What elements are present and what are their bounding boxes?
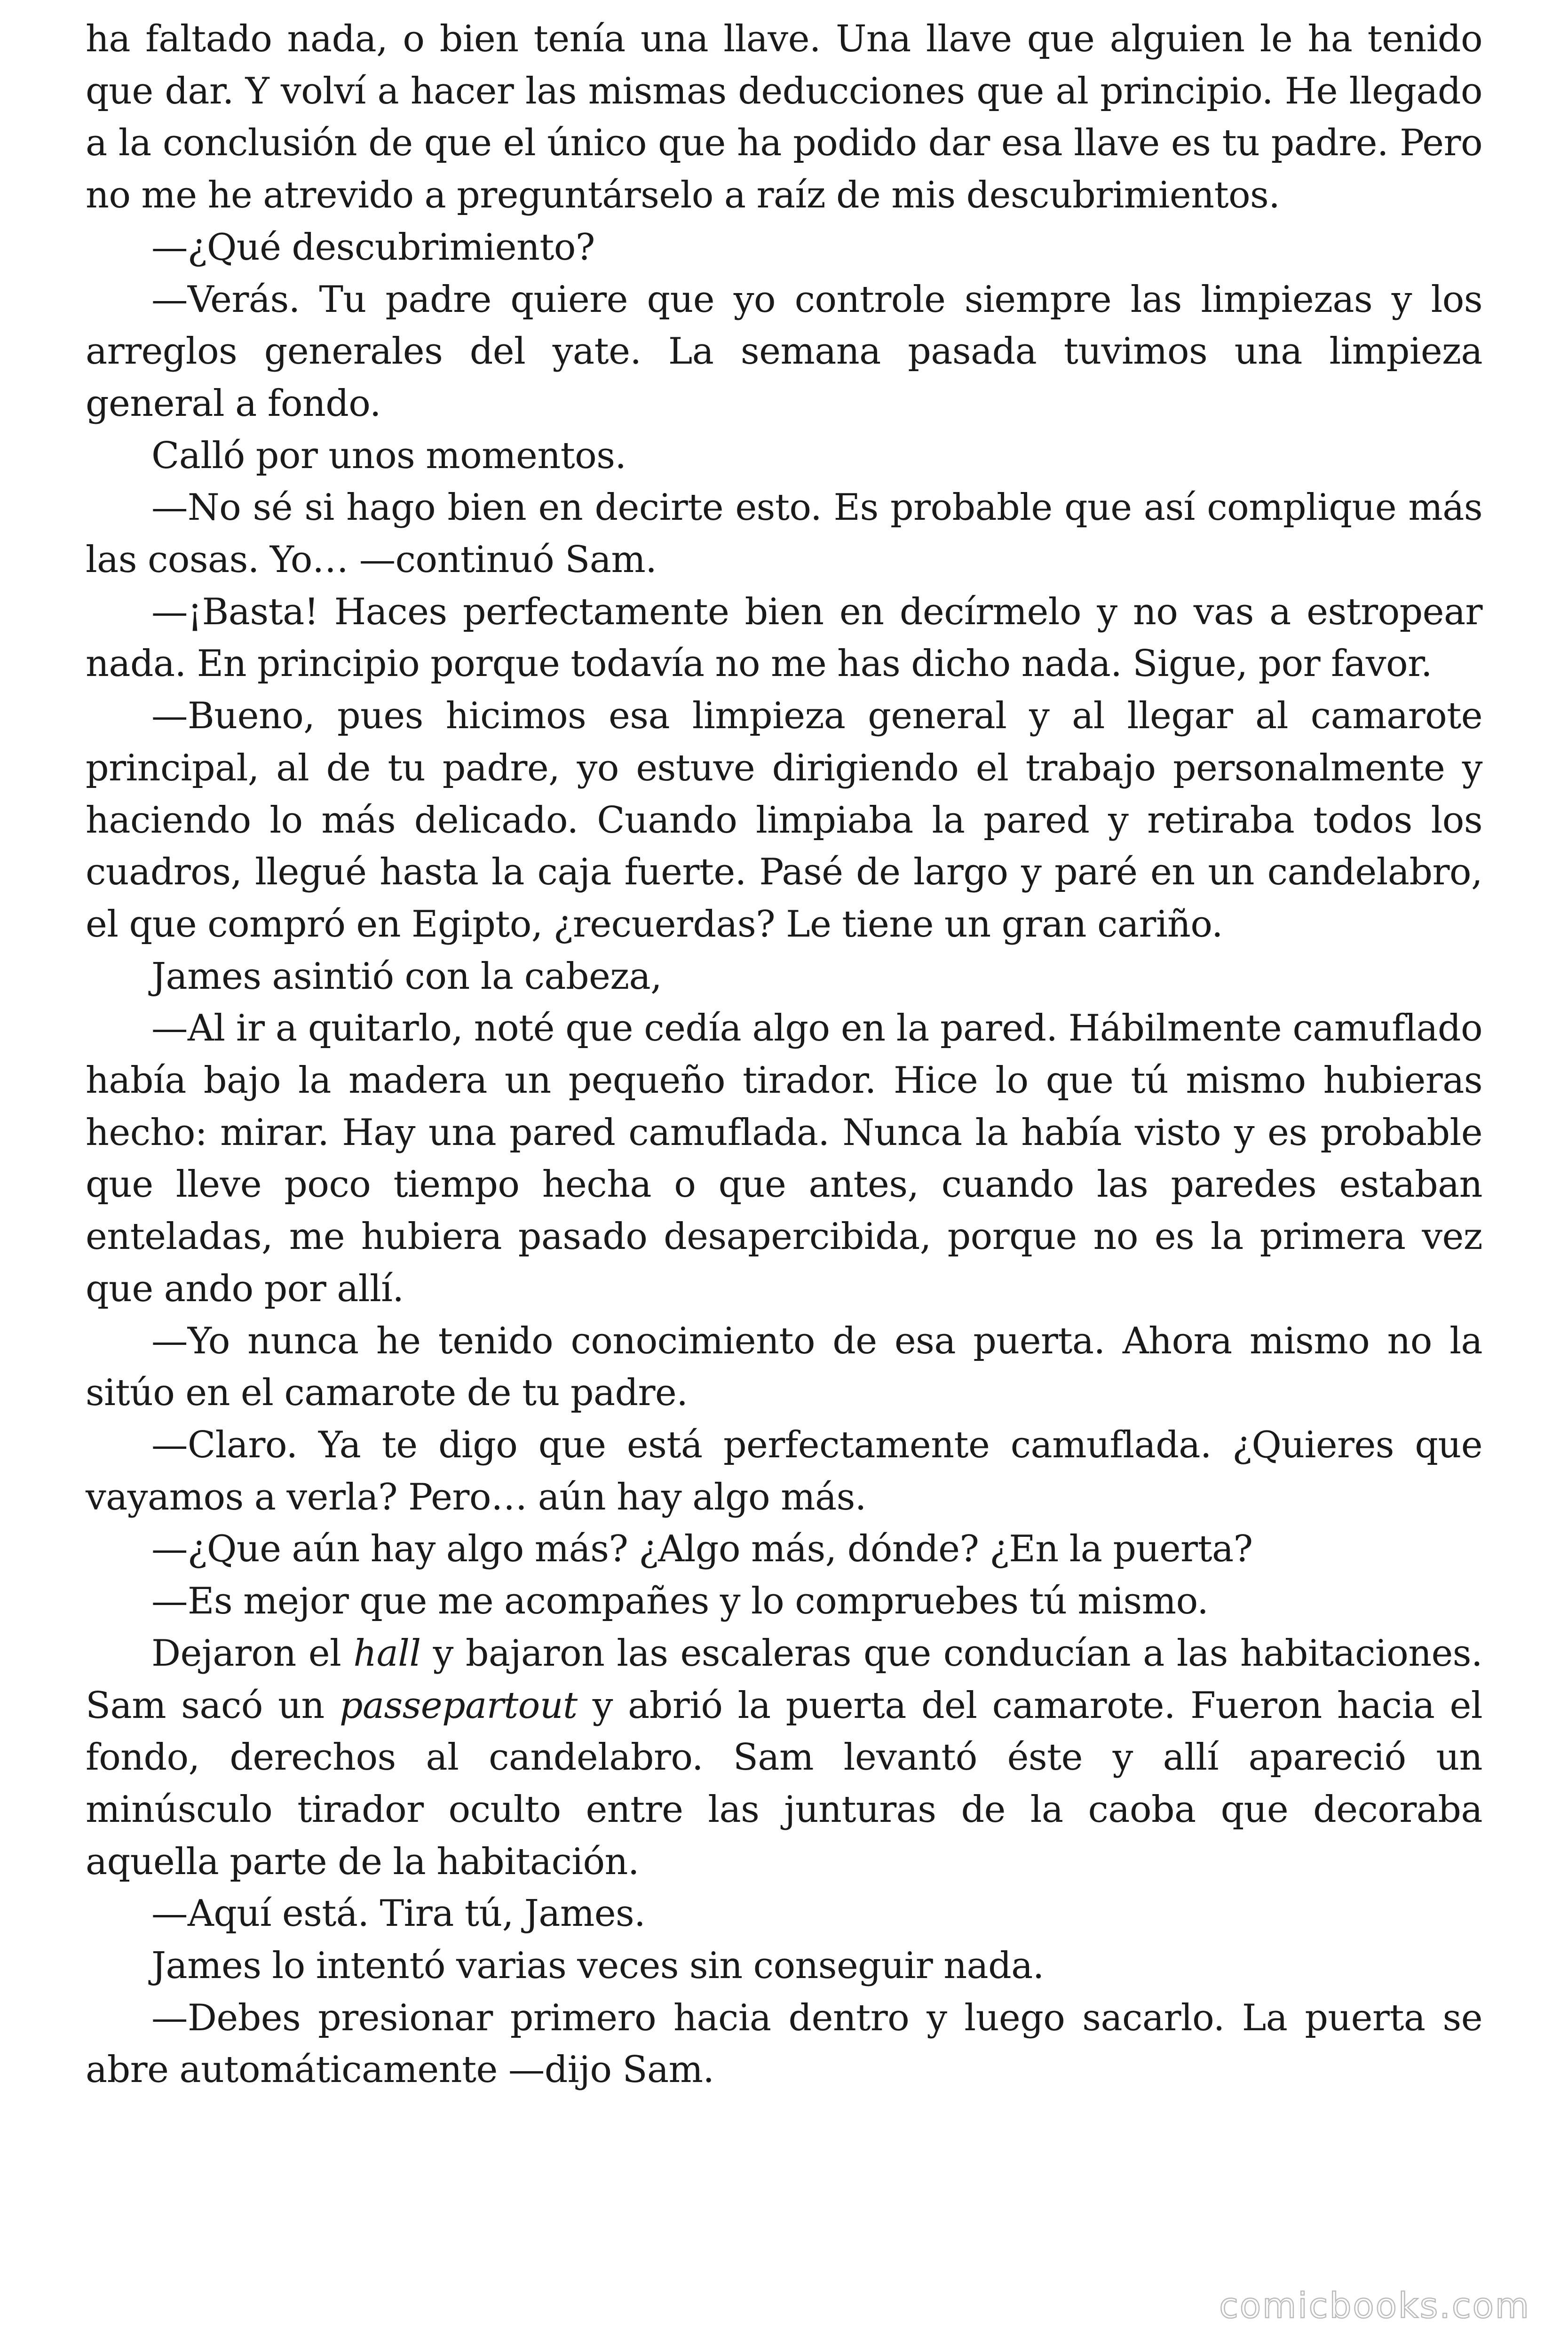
paragraph: James asintió con la cabeza,	[151, 955, 662, 998]
watermark-logo: comicbooks.com	[1219, 2286, 1530, 2326]
paragraph: —Debes presionar primero hacia dentro y luego sacarlo. La puerta se abre automáticamente —dijo Sam.	[86, 1996, 1482, 2091]
paragraph: —Yo nunca he tenido conocimiento de esa puerta. Ahora mismo no la sitúo en el camarote de tu padre.	[86, 1319, 1482, 1414]
paragraph: —Bueno, pues hicimos esa limpieza general y al llegar al camarote principal, al de tu padre, yo estuve dirigiendo el trabajo personalmente y haciendo lo más delicado. Cuando limpiaba la pared y retiraba todos los cuadros, llegué hasta la caja fuerte. Pasé de largo y paré en un candelabro, el que compró en Egipto, ¿recuerdas? Le tiene un gran cariño.	[86, 695, 1482, 946]
paragraph: ha faltado nada, o bien tenía una llave. Una llave que alguien le ha tenido que dar. Y volví a hacer las mismas deducciones que al principio. He llegado a la conclusión de que el único que ha podido dar esa llave es tu padre. Pero no me he atrevido a preguntárselo a raíz de mis descubrimientos.	[86, 18, 1482, 217]
paragraph: Calló por unos momentos.	[151, 434, 626, 477]
italic-term-hall: hall	[353, 1632, 421, 1675]
paragraph: —Verás. Tu padre quiere que yo controle siempre las limpiezas y los arreglos generales del yate. La semana pasada tuvimos una limpieza general a fondo.	[86, 278, 1482, 425]
paragraph: —¿Qué descubrimiento?	[151, 226, 595, 269]
paragraph: James lo intentó varias veces sin conseguir nada.	[151, 1945, 1044, 1987]
paragraph: —¿Que aún hay algo más? ¿Algo más, dónde? ¿En la puerta?	[151, 1528, 1253, 1571]
text-run: y bajaron las escaleras que conducían a las habitaciones. Sam sacó un	[86, 1632, 1482, 1727]
paragraph: —Es mejor que me acompañes y lo compruebes tú mismo.	[151, 1580, 1209, 1623]
text-run: Dejaron el	[151, 1632, 354, 1675]
paragraph: —Aquí está. Tira tú, James.	[151, 1892, 646, 1935]
paragraph: —¡Basta! Haces perfectamente bien en decírmelo y no vas a estropear nada. En principio porque todavía no me has dicho nada. Sigue, por favor.	[86, 590, 1482, 685]
italic-term-passepartout: passepartout	[339, 1684, 578, 1727]
paragraph-with-italics	[86, 1628, 1482, 1888]
paragraph: —Al ir a quitarlo, noté que cedía algo en la pared. Hábilmente camuflado había bajo la madera un pequeño tirador. Hice lo que tú mismo hubieras hecho: mirar. Hay una pared camuflada. Nunca la había visto y es probable que lleve poco tiempo hecha o que antes, cuando las paredes estaban enteladas, me hubiera pasado desapercibida, porque no es la primera vez que ando por allí.	[86, 1007, 1482, 1310]
text-run: y abrió la puerta del camarote. Fueron hacia el fondo, derechos al candelabro. Sam levantó éste y allí apareció un minúsculo tirador oculto entre las junturas de la caoba que decoraba aquella parte de la habitación.	[86, 1684, 1483, 1883]
book-page-text	[86, 13, 1482, 2096]
paragraph: —Claro. Ya te digo que está perfectamente camuflada. ¿Quieres que vayamos a verla? Pero… aún hay algo más.	[86, 1423, 1482, 1518]
paragraph: —No sé si hago bien en decirte esto. Es probable que así complique más las cosas. Yo… —continuó Sam.	[86, 486, 1482, 581]
